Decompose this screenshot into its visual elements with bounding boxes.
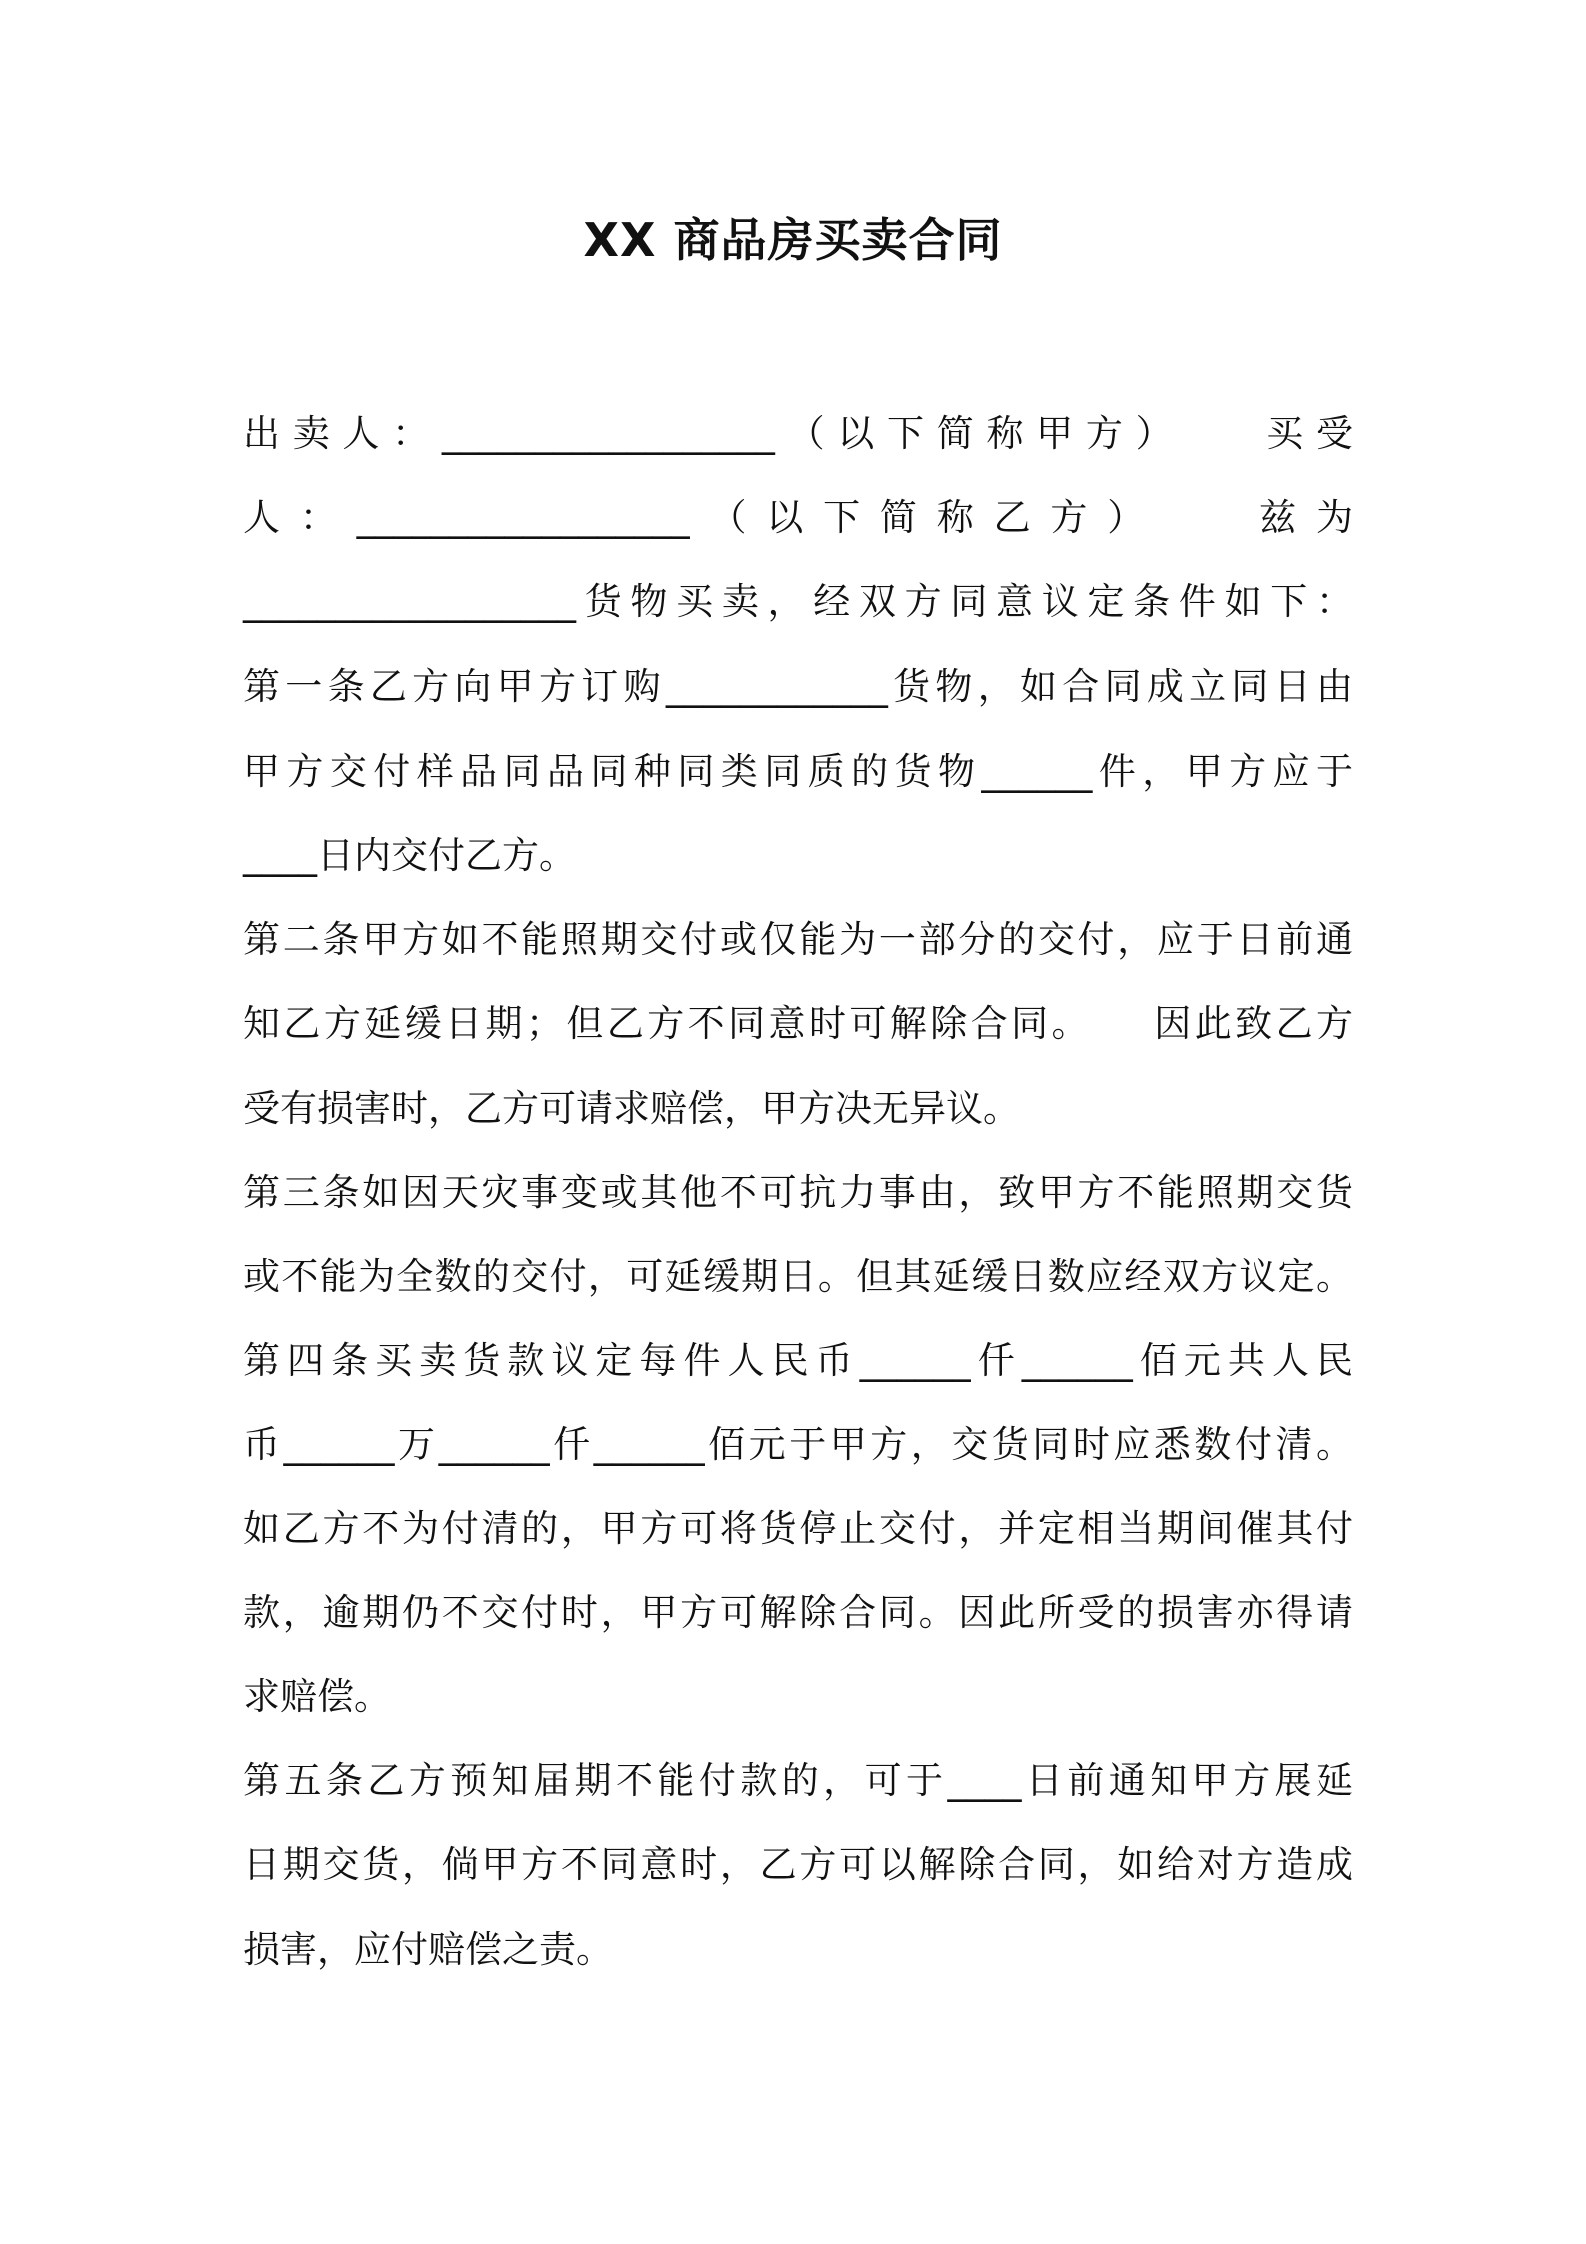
- text-line: 甲方交付样品同品同种同类同质的货物______件，甲方应于: [243, 750, 1353, 793]
- text-line: 币______万______仟______佰元于甲方，交货同时应悉数付清。: [243, 1423, 1353, 1466]
- text-line: 日期交货，倘甲方不同意时，乙方可以解除合同，如给对方造成: [243, 1843, 1353, 1886]
- text-line: 如乙方不为付清的，甲方可将货停止交付，并定相当期间催其付: [243, 1507, 1353, 1550]
- text-line: 第三条如因天灾事变或其他不可抗力事由，致甲方不能照期交货: [243, 1171, 1353, 1214]
- text-line: 第二条甲方如不能照期交付或仅能为一部分的交付，应于日前通: [243, 918, 1353, 961]
- text-line: __________________货物买卖，经双方同意议定条件如下：: [243, 580, 1353, 623]
- text-line: 第四条买卖货款议定每件人民币______仟______佰元共人民: [243, 1339, 1353, 1382]
- text-line: 出卖人：__________________（以下简称甲方） 买受: [243, 412, 1353, 455]
- text-line: 人：__________________（以下简称乙方） 兹为: [243, 496, 1353, 539]
- text-line: 款，逾期仍不交付时，甲方可解除合同。因此所受的损害亦得请: [243, 1591, 1353, 1634]
- text-line: ____日内交付乙方。: [243, 834, 576, 877]
- text-line: 第五条乙方预知届期不能付款的，可于____日前通知甲方展延: [243, 1759, 1353, 1802]
- text-line: 第一条乙方向甲方订购____________货物，如合同成立同日由: [243, 665, 1353, 708]
- text-line: 求赔偿。: [243, 1675, 391, 1718]
- text-line: 受有损害时，乙方可请求赔偿，甲方决无异议。: [243, 1087, 1020, 1130]
- text-line: 知乙方延缓日期；但乙方不同意时可解除合同。 因此致乙方: [243, 1002, 1353, 1045]
- contract-title: XX 商品房买卖合同: [583, 213, 1003, 267]
- text-line: 或不能为全数的交付，可延缓期日。但其延缓日数应经双方议定。: [243, 1255, 1353, 1298]
- text-line: 损害，应付赔偿之责。: [243, 1928, 613, 1971]
